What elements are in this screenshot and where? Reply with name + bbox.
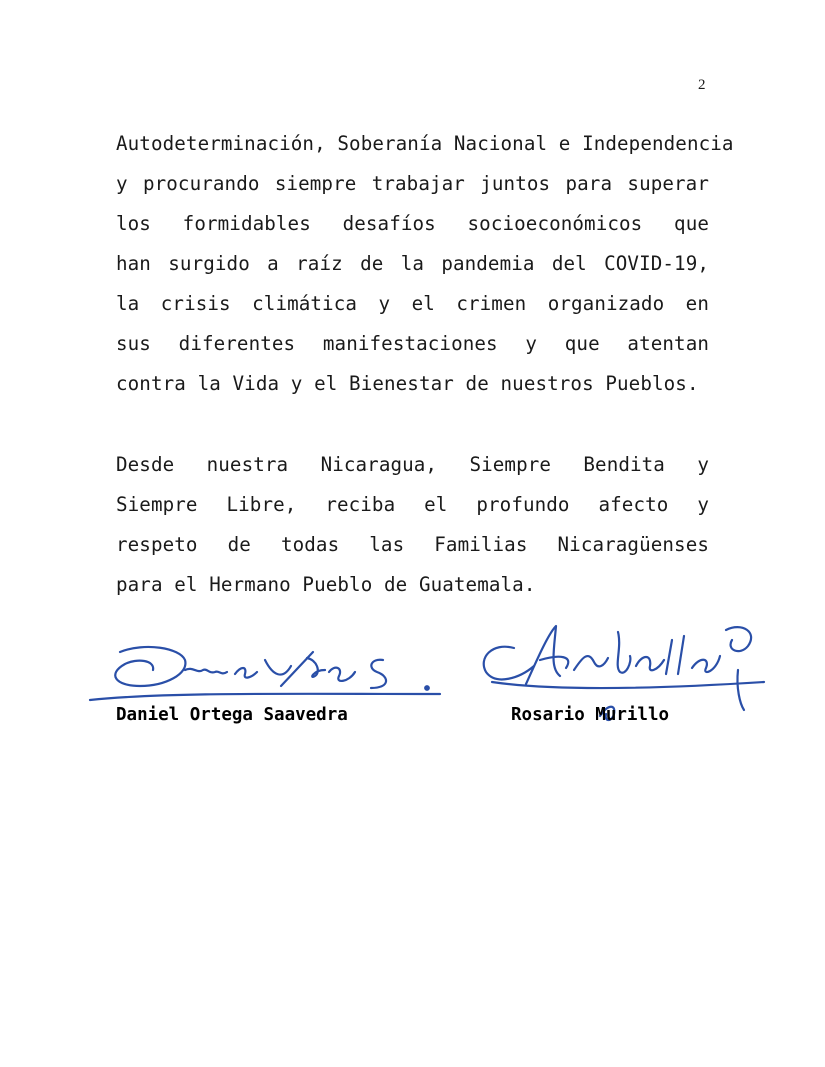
page-number: 2 <box>698 77 706 93</box>
text-line: respeto de todas las Familias Nicaragüenses <box>116 533 709 556</box>
text-line: la crisis climática y el crimen organizado en <box>116 292 709 315</box>
text-line: contra la Vida y el Bienestar de nuestros Pueblos. <box>116 372 699 395</box>
signatory-name: Daniel Ortega Saavedra <box>116 705 348 725</box>
text-line: han surgido a raíz de la pandemia del COVID-19, <box>116 252 709 275</box>
text-line: los formidables desafíos socioeconómicos que <box>116 212 709 235</box>
text-line: sus diferentes manifestaciones y que atentan <box>116 332 709 355</box>
text-line: y procurando siempre trabajar juntos para superar <box>116 172 709 195</box>
text-line: para el Hermano Pueblo de Guatemala. <box>116 573 536 596</box>
text-line: Autodeterminación, Soberanía Nacional e Independencia <box>116 132 734 155</box>
closing-paragraph-1 <box>116 124 734 404</box>
text-line: Siempre Libre, reciba el profundo afecto y <box>116 493 709 516</box>
text-line: Desde nuestra Nicaragua, Siempre Bendita y <box>116 453 709 476</box>
closing-paragraph-2 <box>116 445 709 605</box>
signature-daniel-ortega <box>85 630 445 710</box>
signatory-name: Rosario Murillo <box>511 705 670 725</box>
